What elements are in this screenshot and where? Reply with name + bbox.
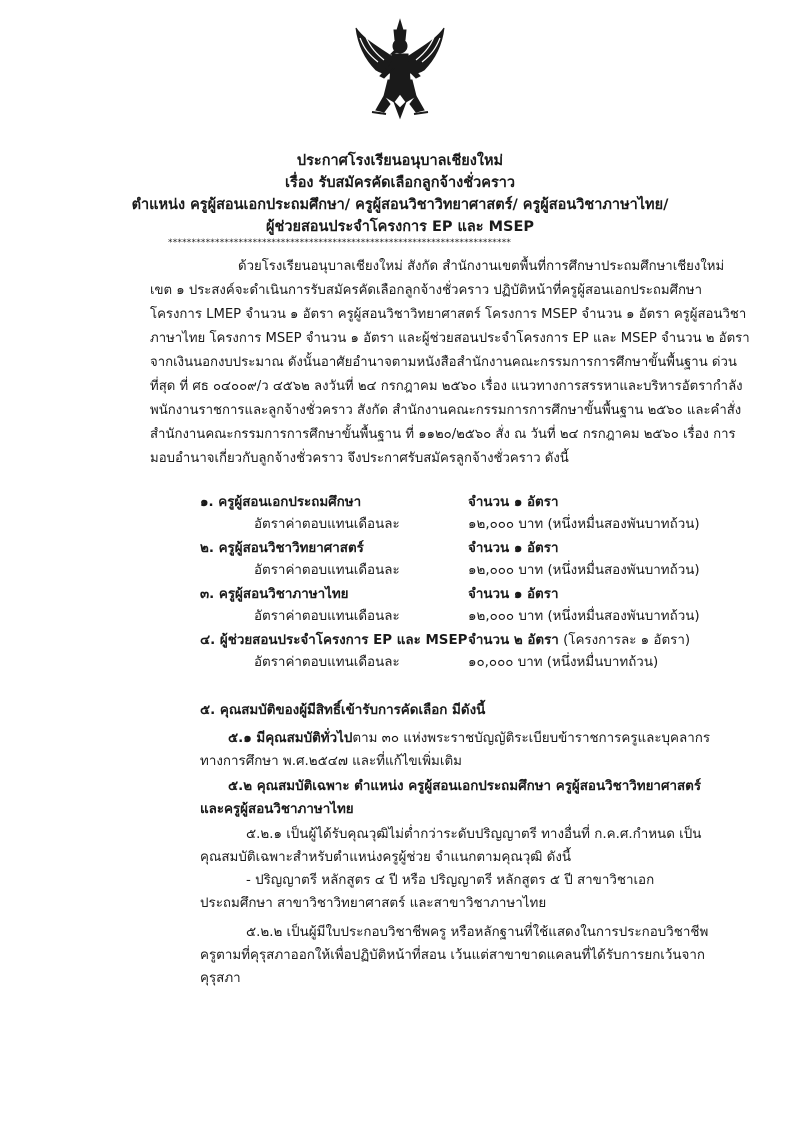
qualification-degree-bullet: - ปริญญาตรี หลักสูตร ๔ ปี หรือ ปริญญาตรี หลักสูตร ๕ ปี สาขาวิชาเอก [246,873,655,888]
intro-line: มอบอำนาจเกี่ยวกับลูกจ้างชั่วคราว จึงประกาศรับสมัครลูกจ้างชั่วคราว ดังนี้ [150,451,569,466]
position-title: ๔. ผู้ช่วยสอนประจำโครงการ EP และ MSEP [200,633,468,648]
announcement-subject: เรื่อง รับสมัครคัดเลือกลูกจ้างชั่วคราว [284,175,516,191]
rate-label: อัตราค่าตอบแทนเดือนละ [254,609,400,624]
rate-label: อัตราค่าตอบแทนเดือนละ [254,517,400,532]
intro-line: โครงการ LMEP จำนวน ๑ อัตรา ครูผู้สอนวิชาวิทยาศาสตร์ โครงการ MSEP จำนวน ๑ อัตรา ครูผู้สอนวิชา [150,307,747,322]
qualification-degree-cont: คุณสมบัติเฉพาะสำหรับตำแหน่งครูผู้ช่วย จำแนกตามคุณวุฒิ ดังนี้ [200,850,572,865]
position-count: จำนวน ๑ อัตรา [468,541,559,556]
rate-value: ๑๒,๐๐๐ บาท (หนึ่งหมื่นสองพันบาทถ้วน) [468,563,700,578]
intro-line: ที่สุด ที่ ศธ ๐๔๐๐๙/ว ๔๕๖๒ ลงวันที่ ๒๔ กรกฎาคม ๒๕๖๐ เรื่อง แนวทางการสรรหาและบริหารอัตรากำลัง [150,379,743,394]
position-count: จำนวน ๒ อัตรา [468,633,559,648]
garuda-emblem-icon [350,18,450,122]
intro-line: พนักงานราชการและลูกจ้างชั่วคราว สังกัด สำนักงานคณะกรรมการการศึกษาขั้นพื้นฐาน ๒๕๖๐ และคำสั่ง [150,403,742,418]
qualification-general [228,728,710,750]
rate-label: อัตราค่าตอบแทนเดือนละ [254,563,400,578]
announcement-title: ประกาศโรงเรียนอนุบาลเชียงใหม่ [296,153,504,169]
qualification-specific: ๕.๒ คุณสมบัติเฉพาะ ตำแหน่ง ครูผู้สอนเอกประถมศึกษา ครูผู้สอนวิชาวิทยาศาสตร์ [228,779,702,794]
position-count-row [468,630,690,652]
intro-line: สำนักงานคณะกรรมการการศึกษาขั้นพื้นฐาน ที่ ๑๑๒๐/๒๕๖๐ สั่ง ณ วันที่ ๒๔ กรกฎาคม ๒๕๖๐ เรื่อง การ [150,427,736,442]
position-title: ๑. ครูผู้สอนเอกประถมศึกษา [200,495,362,510]
qualification-general-label: ๕.๑ มีคุณสมบัติทั่วไป [228,731,353,746]
position-count-note: (โครงการละ ๑ อัตรา) [563,633,691,648]
position-count: จำนวน ๑ อัตรา [468,587,559,602]
rate-value: ๑๐,๐๐๐ บาท (หนึ่งหมื่นบาทถ้วน) [468,655,659,670]
rate-value: ๑๒,๐๐๐ บาท (หนึ่งหมื่นสองพันบาทถ้วน) [468,517,700,532]
position-title: ๒. ครูผู้สอนวิชาวิทยาศาสตร์ [200,541,364,556]
qualification-degree: ๕.๒.๑ เป็นผู้ได้รับคุณวุฒิไม่ต่ำกว่าระดับปริญญาตรี ทางอื่นที่ ก.ค.ศ.กำหนด เป็น [246,827,702,842]
intro-line: เขต ๑ ประสงค์จะดำเนินการรับสมัครคัดเลือกลูกจ้างชั่วคราว ปฏิบัติหน้าที่ครูผู้สอนเอกประถมศึกษา [150,283,703,298]
qualification-license: ๕.๒.๒ เป็นผู้มีใบประกอบวิชาชีพครู หรือหลักฐานที่ใช้แสดงในการประกอบวิชาชีพ [246,925,709,940]
rate-value: ๑๒,๐๐๐ บาท (หนึ่งหมื่นสองพันบาทถ้วน) [468,609,700,624]
announcement-positions: ตำแหน่ง ครูผู้สอนเอกประถมศึกษา/ ครูผู้สอนวิชาวิทยาศาสตร์/ ครูผู้สอนวิชาภาษาไทย/ [131,197,669,213]
position-count: จำนวน ๑ อัตรา [468,495,559,510]
separator-line: ************************************************************************* [168,238,512,248]
intro-line: ภาษาไทย โครงการ MSEP จำนวน ๑ อัตรา และผู้ช่วยสอนประจำโครงการ EP และ MSEP จำนวน ๒ อัตรา [150,331,750,346]
qualification-general-text: ตาม ๓๐ แห่งพระราชบัญญัติระเบียบข้าราชการครูและบุคลากร [352,731,711,746]
section-heading: ๕. คุณสมบัติของผู้มีสิทธิ์เข้ารับการคัดเลือก มีดังนี้ [200,703,486,718]
qualification-specific-cont: และครูผู้สอนวิชาภาษาไทย [200,802,354,817]
qualification-general-cont: ทางการศึกษา พ.ศ.๒๕๔๗ และที่แก้ไขเพิ่มเติม [200,754,462,769]
qualification-license-end: คุรุสภา [200,971,241,986]
qualification-license-cont: ครูตามที่คุรุสภาออกให้เพื่อปฏิบัติหน้าที่สอน เว้นแต่สาขาขาดแคลนที่ได้รับการยกเว้นจาก [200,948,706,963]
announcement-positions-cont: ผู้ช่วยสอนประจำโครงการ EP และ MSEP [265,219,535,235]
qualification-degree-bullet-cont: ประถมศึกษา สาขาวิชาวิทยาศาสตร์ และสาขาวิชาภาษาไทย [200,896,547,911]
position-title: ๓. ครูผู้สอนวิชาภาษาไทย [200,587,349,602]
intro-line: จากเงินนอกงบประมาณ ดังนั้นอาศัยอำนาจตามหนังสือสำนักงานคณะกรรมการการศึกษาขั้นพื้นฐาน ด่วน [150,355,737,370]
intro-line: ด้วยโรงเรียนอนุบาลเชียงใหม่ สังกัด สำนักงานเขตพื้นที่การศึกษาประถมศึกษาเชียงใหม่ [238,259,725,274]
rate-label: อัตราค่าตอบแทนเดือนละ [254,655,400,670]
